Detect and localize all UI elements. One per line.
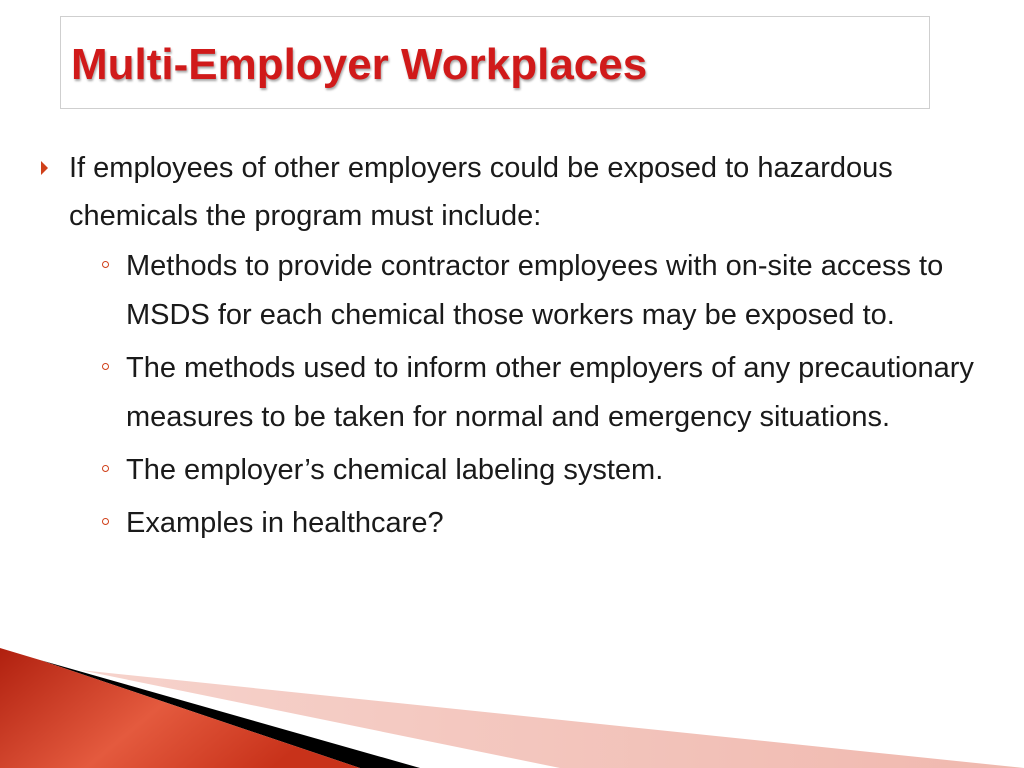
bullet-text: If employees of other employers could be exposed to hazardous chemicals the program must include: — [69, 152, 893, 232]
triangle-right-icon — [41, 161, 48, 175]
circle-outline-icon — [102, 363, 109, 370]
sub-bullet-text: The employer’s chemical labeling system. — [126, 454, 664, 486]
sub-bullet-text: Examples in healthcare? — [126, 507, 444, 539]
bullet-level-1 — [40, 144, 990, 548]
slide-content — [40, 144, 990, 552]
slide-title: Multi-Employer Workplaces — [71, 40, 648, 89]
sub-bullet-text: Methods to provide contractor employees with on-site access to MSDS for each chemical those workers may be exposed to. — [126, 250, 944, 331]
sub-bullet — [69, 344, 990, 442]
sub-bullet — [69, 499, 990, 548]
sub-bullet-list — [69, 242, 990, 548]
sub-bullet — [69, 446, 990, 495]
circle-outline-icon — [102, 518, 109, 525]
title-box — [60, 16, 930, 109]
circle-outline-icon — [102, 261, 109, 268]
decorative-swoosh — [0, 640, 1024, 768]
sub-bullet — [69, 242, 990, 340]
sub-bullet-text: The methods used to inform other employers of any precautionary measures to be taken for normal and emergency situations. — [126, 352, 974, 433]
circle-outline-icon — [102, 465, 109, 472]
